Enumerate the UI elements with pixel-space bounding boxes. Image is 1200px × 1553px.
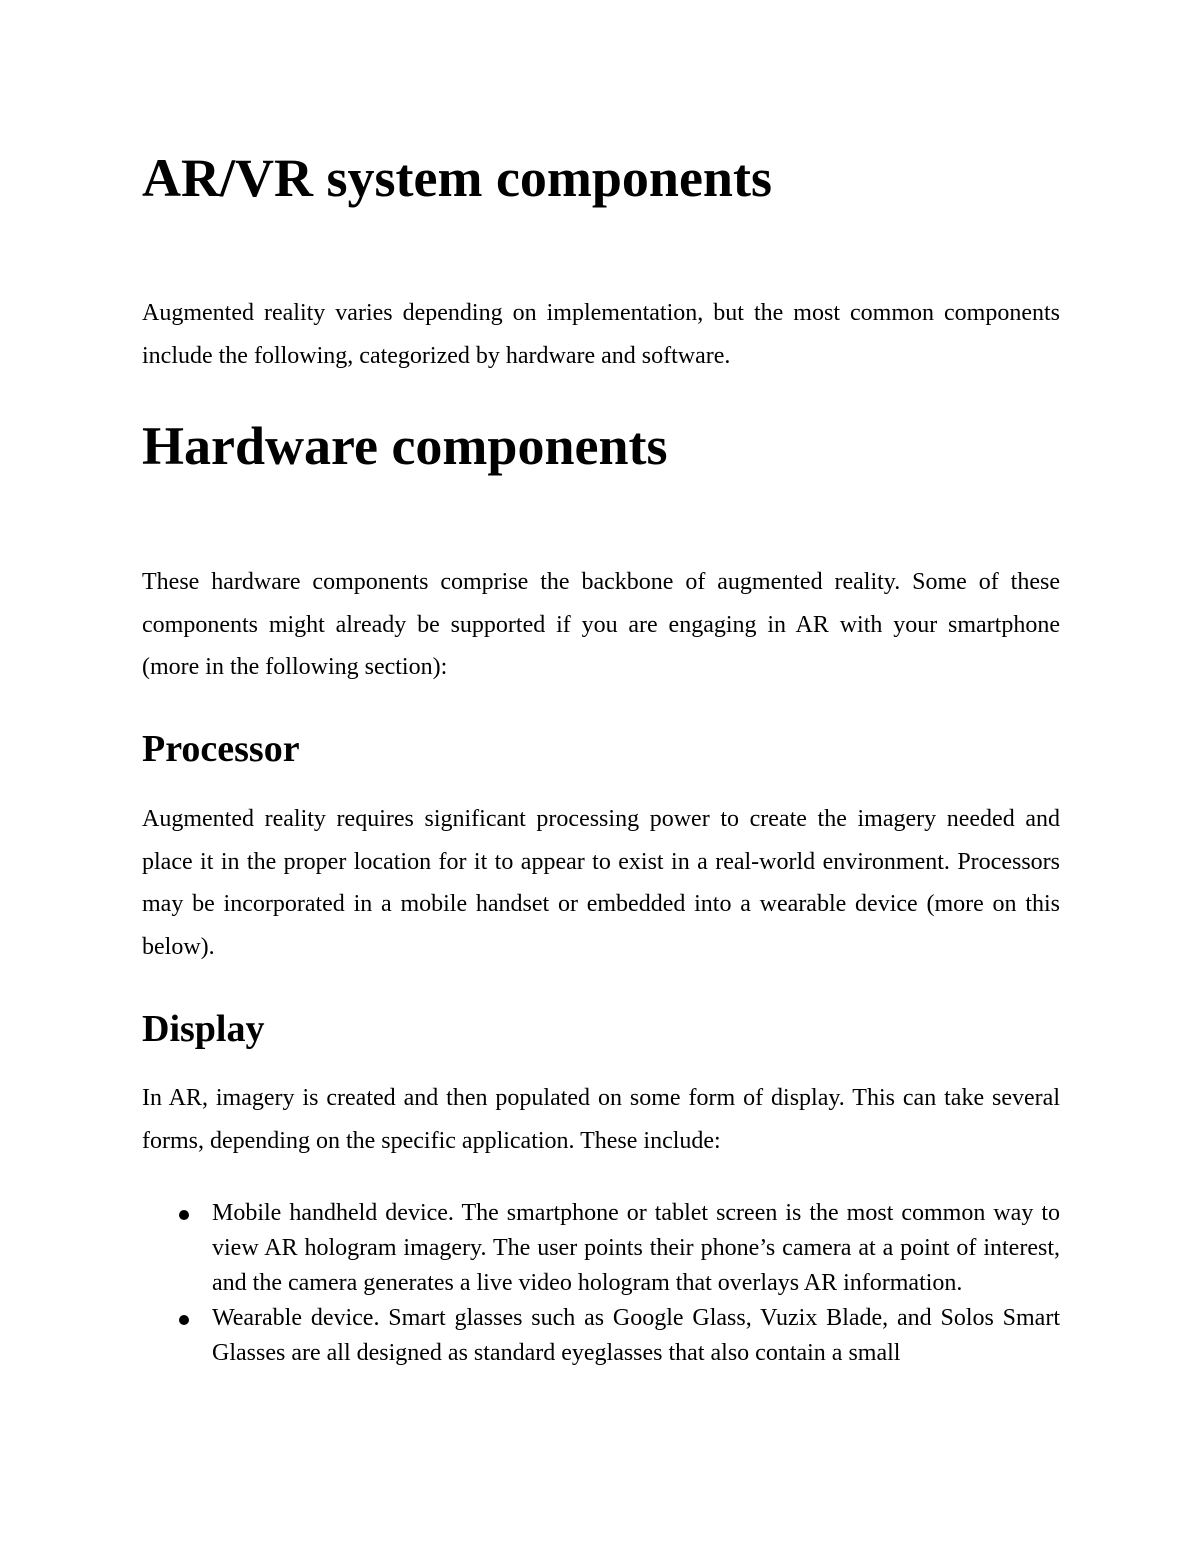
bullet-icon xyxy=(179,1315,189,1325)
intro-paragraph: Augmented reality varies depending on implementation, but the most common components include the following, categorized by hardware and software. xyxy=(142,300,1060,369)
processor-paragraph: Augmented reality requires significant processing power to create the imagery needed and place it in the proper location for it to appear to exist in a real-world environment. Processors may be incorporated in a mobile handset or embedded into a wearable device (more on this below). xyxy=(142,806,1060,960)
list-item xyxy=(142,1196,1060,1301)
list-item-text: Mobile handheld device. The smartphone or tablet screen is the most common way to view AR hologram imagery. The user points their phone’s camera at a point of interest, and the camera generates a live video hologram that overlays AR information. xyxy=(212,1200,1060,1296)
hardware-paragraph: These hardware components comprise the backbone of augmented reality. Some of these components might already be supported if you are engaging in AR with your smartphone (more in the following section): xyxy=(142,569,1060,680)
display-paragraph: In AR, imagery is created and then populated on some form of display. This can take several forms, depending on the specific application. These include: xyxy=(142,1085,1060,1154)
bullet-icon xyxy=(179,1210,189,1220)
section-heading-hardware: Hardware components xyxy=(142,416,668,476)
list-item-text: Wearable device. Smart glasses such as Google Glass, Vuzix Blade, and Solos Smart Glasses are all designed as standard eyeglasses that also contain a small xyxy=(212,1305,1060,1366)
display-bullet-list xyxy=(142,1196,1060,1371)
subsection-heading-processor: Processor xyxy=(142,728,300,770)
page-title: AR/VR system components xyxy=(142,148,772,208)
list-item xyxy=(142,1301,1060,1371)
subsection-heading-display: Display xyxy=(142,1008,265,1050)
